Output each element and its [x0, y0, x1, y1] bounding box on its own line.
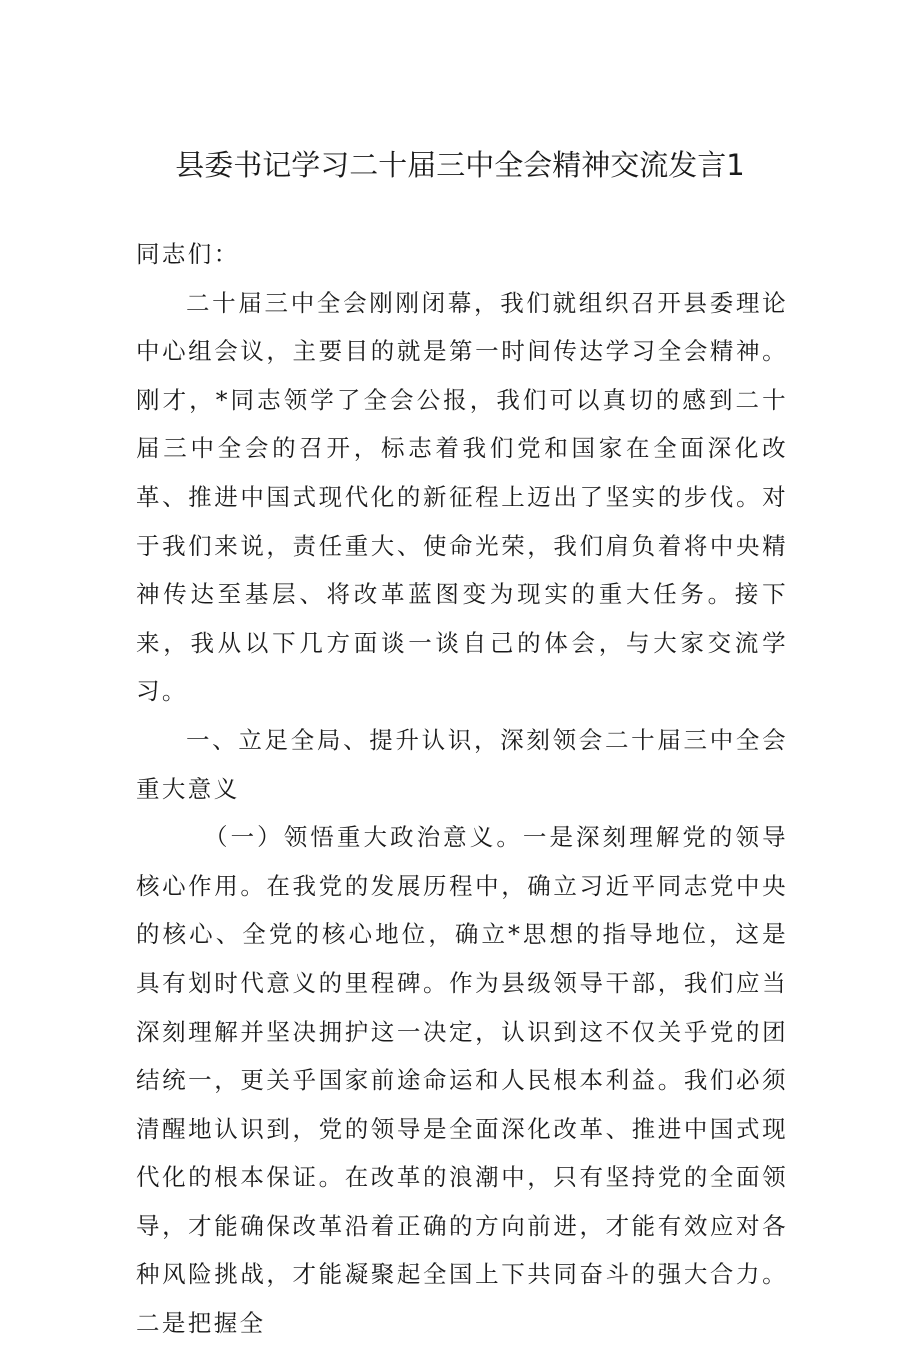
document-title: 县委书记学习二十届三中全会精神交流发言1 — [175, 148, 745, 183]
section-heading-1: 一、立足全局、提升认识，深刻领会二十届三中全会重大意义 — [136, 725, 788, 803]
salutation: 同志们： — [136, 240, 240, 268]
subsection-1-paragraph: （一）领悟重大政治意义。一是深刻理解党的领导核心作用。在我党的发展历程中，确立习近平同志党中央的核心、全党的核心地位，确立*思想的指导地位，这是具有划时代意义的里程碑。作为县级领导干部，我们应当深刻理解并坚决拥护这一决定，认识到这不仅关乎党的团结统一，更关乎国家前途命运和人民根本利益。我们必须清醒地认识到，党的领导是全面深化改革、推进中国式现代化的根本保证。在改革的浪潮中，只有坚持党的全面领导，才能确保改革沿着正确的方向前进，才能有效应对各种风险挑战，才能凝聚起全国上下共同奋斗的强大合力。二是把握全 — [136, 823, 788, 1338]
paragraph-intro: 二十届三中全会刚刚闭幕，我们就组织召开县委理论中心组会议，主要目的就是第一时间传达学习全会精神。刚才，*同志领学了全会公报，我们可以真切的感到二十届三中全会的召开，标志着我们党和国家在全面深化改革、推进中国式现代化的新征程上迈出了坚实的步伐。对于我们来说，责任重大、使命光荣，我们肩负着将中央精神传达至基层、将改革蓝图变为现实的重大任务。接下来，我从以下几方面谈一谈自己的体会，与大家交流学习。 — [136, 288, 788, 706]
document-body — [136, 230, 788, 1348]
